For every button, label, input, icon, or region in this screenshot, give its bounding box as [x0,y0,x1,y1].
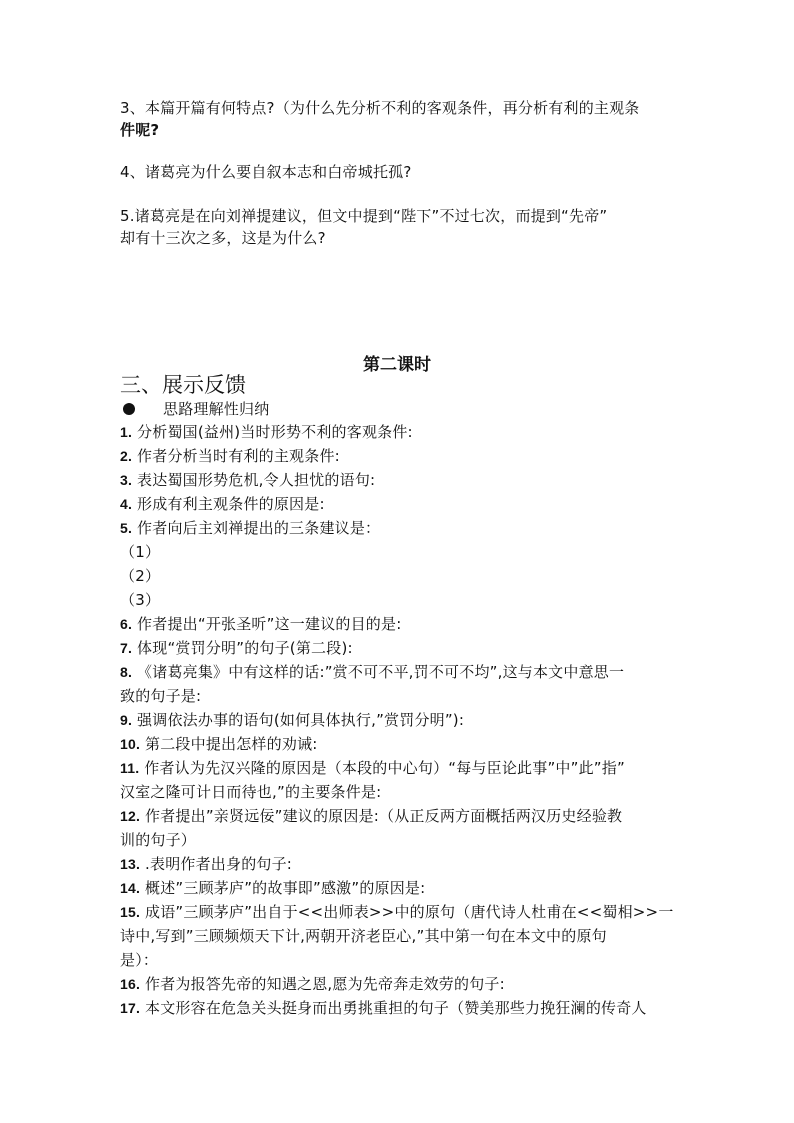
summary-item [120,446,340,466]
summary-item [120,902,674,922]
summary-item [120,662,624,682]
item-text: 形成有利主观条件的原因是: [132,495,325,513]
item-text: 作者认为先汉兴隆的原因是（本段的中心句）“每与臣论此事”中”此”指” [139,759,625,777]
question-5-line-2: 却有十三次之多，这是为什么? [120,229,326,247]
item-text: 表达蜀国形势危机,令人担忧的语句: [132,471,376,489]
item-text: 分析蜀国(益州)当时形势不利的客观条件: [132,423,413,441]
item-text: 成语”三顾茅庐”出自于<<出师表>>中的原句（唐代诗人杜甫在<<蜀相>>一 [140,903,674,921]
summary-item [120,590,160,610]
summary-item [120,998,647,1018]
summary-item [120,470,375,490]
item-number: 1. [120,424,133,440]
item-text: 强调依法办事的语句(如何具体执行,”赏罚分明”): [132,711,465,729]
item-text: 体现“赏罚分明”的句子(第二段): [132,639,353,657]
item-text: .表明作者出身的句子: [140,855,293,873]
summary-item [120,638,353,658]
item-number: 8. [120,664,133,680]
item-text: 是）： [120,951,159,969]
item-text: 本文形容在危急关头挺身而出勇挑重担的句子（赞美那些力挽狂澜的传奇人 [140,999,647,1017]
item-text: 作者提出”亲贤远佞”建议的原因是:（从正反两方面概括两汉历史经验教 [140,807,623,825]
item-number: 4. [120,496,133,512]
item-text: 作者向后主刘禅提出的三条建议是： [132,519,381,537]
lesson-title: 第二课时 [363,355,431,375]
bullet-label: 思路理解性归纳 [163,400,270,418]
item-text: （2） [120,567,161,585]
item-number: 9. [120,712,133,728]
summary-item [120,926,607,946]
item-text: （1） [120,543,161,561]
item-text: 训的句子） [120,831,197,849]
item-text: 《诸葛亮集》中有这样的话:”赏不可不平,罚不可不均”,这与本文中意思一 [132,663,625,681]
summary-item [120,614,401,634]
question-5-line-1: 5.诸葛亮是在向刘禅提建议，但文中提到“陛下”不过七次，而提到“先帝” [120,207,608,225]
summary-item [120,854,292,874]
summary-item [120,806,622,826]
item-text: 诗中,写到”三顾频烦天下计,两朝开济老臣心,”其中第一句在本文中的原句 [120,927,607,945]
item-text: 第二段中提出怎样的劝诫: [140,735,318,753]
item-number: 12. [120,808,141,824]
summary-item [120,878,425,898]
item-text: 作者为报答先帝的知遇之恩,愿为先帝奔走效劳的句子: [140,975,505,993]
summary-item [120,950,158,970]
item-number: 3. [120,472,133,488]
section-heading: 三、展示反馈 [120,373,246,397]
summary-item [120,734,318,754]
item-text: 作者提出“开张圣听”这一建议的目的是: [132,615,402,633]
summary-item [120,422,413,442]
summary-item [120,494,325,514]
item-number: 7. [120,640,133,656]
item-text: （3） [120,591,161,609]
summary-item [120,710,464,730]
bullet-icon [123,403,135,415]
item-number: 11. [120,760,140,776]
summary-item [120,518,380,538]
item-number: 13. [120,856,141,872]
summary-item [120,542,160,562]
summary-item [120,758,625,778]
summary-item [120,782,381,802]
item-text: 作者分析当时有利的主观条件: [132,447,340,465]
summary-item [120,686,201,706]
summary-item [120,566,160,586]
item-number: 15. [120,904,141,920]
item-number: 16. [120,976,141,992]
item-text: 概述”三顾茅庐”的故事即”感激”的原因是: [140,879,426,897]
item-number: 17. [120,1000,141,1016]
question-3-line-2: 件呢? [120,121,160,139]
item-text: 致的句子是: [120,687,202,705]
summary-item [120,974,505,994]
item-number: 14. [120,880,141,896]
question-4: 4、诸葛亮为什么要自叙本志和白帝城托孤? [120,163,412,181]
item-number: 5. [120,520,133,536]
question-3-line-1: 3、本篇开篇有何特点?（为什么先分析不利的客观条件，再分析有利的主观条 [120,99,640,117]
summary-item [120,830,196,850]
item-number: 2. [120,448,133,464]
item-number: 6. [120,616,133,632]
item-number: 10. [120,736,141,752]
item-text: 汉室之隆可计日而待也,”的主要条件是: [120,783,382,801]
